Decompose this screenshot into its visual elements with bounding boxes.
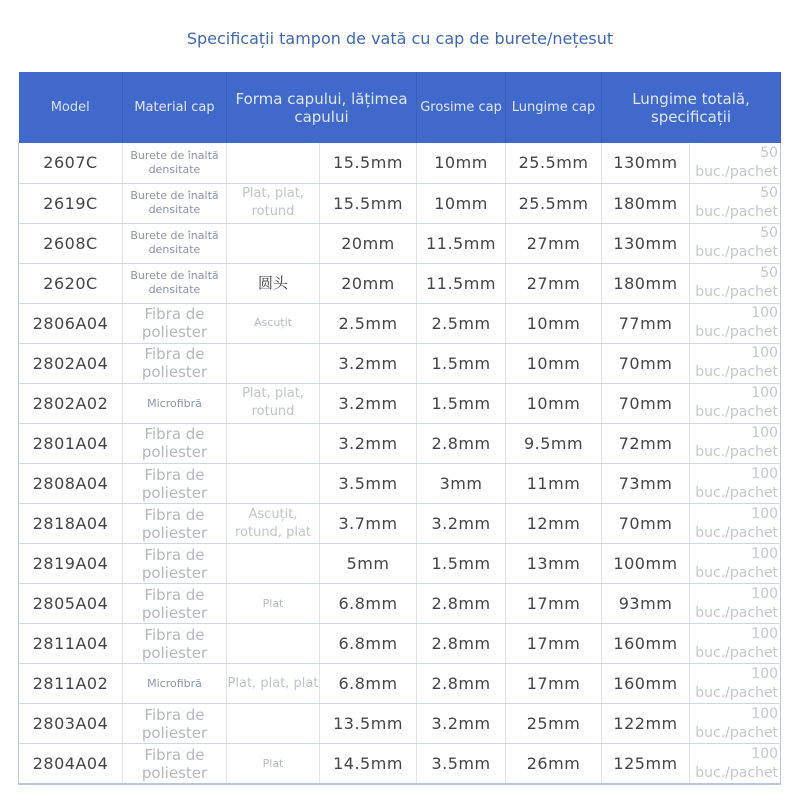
cell-spec: 50 buc./pachet: [690, 263, 781, 303]
cell-total-length: 70mm: [602, 504, 690, 544]
cell-head-length: 9.5mm: [506, 423, 602, 463]
cell-material: Fibra de poliester: [123, 504, 227, 544]
table-row: [19, 464, 781, 504]
cell-shape: [227, 704, 320, 744]
cell-width: 3.5mm: [320, 464, 417, 504]
cell-spec: 100 buc./pachet: [690, 423, 781, 463]
cell-material: Fibra de poliester: [123, 584, 227, 624]
cell-total-length: 160mm: [602, 624, 690, 664]
cell-spec: 100 buc./pachet: [690, 504, 781, 544]
cell-shape: Plat: [227, 584, 320, 624]
cell-model: 2811A02: [19, 664, 123, 704]
cell-thickness: 2.8mm: [417, 664, 506, 704]
cell-material: Burete de înaltă densitate: [123, 143, 227, 183]
cell-shape: Ascuțit: [227, 303, 320, 343]
cell-thickness: 1.5mm: [417, 544, 506, 584]
cell-thickness: 10mm: [417, 183, 506, 223]
cell-model: 2805A04: [19, 584, 123, 624]
cell-model: 2804A04: [19, 744, 123, 784]
cell-spec: 100 buc./pachet: [690, 584, 781, 624]
cell-model: 2801A04: [19, 423, 123, 463]
table-row: [19, 544, 781, 584]
cell-shape: [227, 544, 320, 584]
cell-thickness: 11.5mm: [417, 223, 506, 263]
cell-spec: 100 buc./pachet: [690, 343, 781, 383]
cell-material: Burete de înaltă densitate: [123, 223, 227, 263]
cell-head-length: 27mm: [506, 223, 602, 263]
cell-material: Fibra de poliester: [123, 704, 227, 744]
cell-thickness: 3.2mm: [417, 504, 506, 544]
cell-shape: [227, 343, 320, 383]
cell-width: 6.8mm: [320, 664, 417, 704]
cell-width: 6.8mm: [320, 584, 417, 624]
header-thickness: Grosime cap: [417, 72, 506, 143]
cell-model: 2806A04: [19, 303, 123, 343]
cell-head-length: 27mm: [506, 263, 602, 303]
cell-thickness: 3mm: [417, 464, 506, 504]
cell-thickness: 1.5mm: [417, 383, 506, 423]
cell-thickness: 3.5mm: [417, 744, 506, 784]
header-shape: Forma capului, lățimea capului: [227, 72, 417, 143]
cell-material: Fibra de poliester: [123, 544, 227, 584]
table-row: [19, 303, 781, 343]
cell-spec: 100 buc./pachet: [690, 744, 781, 784]
cell-head-length: 13mm: [506, 544, 602, 584]
cell-total-length: 93mm: [602, 584, 690, 624]
cell-width: 15.5mm: [320, 143, 417, 183]
cell-model: 2819A04: [19, 544, 123, 584]
cell-spec: 100 buc./pachet: [690, 464, 781, 504]
cell-shape: [227, 223, 320, 263]
cell-width: 2.5mm: [320, 303, 417, 343]
cell-width: 3.7mm: [320, 504, 417, 544]
cell-model: 2802A02: [19, 383, 123, 423]
table-row: [19, 183, 781, 223]
cell-spec: 100 buc./pachet: [690, 544, 781, 584]
table-row: [19, 744, 781, 784]
table-row: [19, 624, 781, 664]
cell-head-length: 17mm: [506, 624, 602, 664]
cell-thickness: 2.8mm: [417, 423, 506, 463]
cell-head-length: 17mm: [506, 584, 602, 624]
table-row: [19, 423, 781, 463]
cell-model: 2608C: [19, 223, 123, 263]
cell-spec: 50 buc./pachet: [690, 223, 781, 263]
cell-width: 14.5mm: [320, 744, 417, 784]
cell-thickness: 2.8mm: [417, 624, 506, 664]
cell-model: 2619C: [19, 183, 123, 223]
cell-material: Fibra de poliester: [123, 303, 227, 343]
cell-shape: [227, 464, 320, 504]
cell-head-length: 10mm: [506, 303, 602, 343]
cell-material: Burete de înaltă densitate: [123, 263, 227, 303]
cell-total-length: 72mm: [602, 423, 690, 463]
cell-spec: 50 buc./pachet: [690, 143, 781, 183]
header-material: Material cap: [123, 72, 227, 143]
cell-spec: 100 buc./pachet: [690, 383, 781, 423]
cell-model: 2808A04: [19, 464, 123, 504]
cell-model: 2803A04: [19, 704, 123, 744]
cell-material: Burete de înaltă densitate: [123, 183, 227, 223]
cell-total-length: 70mm: [602, 343, 690, 383]
cell-model: 2818A04: [19, 504, 123, 544]
cell-material: Microfibră: [123, 664, 227, 704]
cell-model: 2802A04: [19, 343, 123, 383]
cell-head-length: 10mm: [506, 343, 602, 383]
cell-spec: 100 buc./pachet: [690, 664, 781, 704]
cell-material: Microfibră: [123, 383, 227, 423]
cell-head-length: 25.5mm: [506, 143, 602, 183]
cell-width: 3.2mm: [320, 383, 417, 423]
cell-shape: [227, 624, 320, 664]
cell-total-length: 77mm: [602, 303, 690, 343]
cell-total-length: 130mm: [602, 223, 690, 263]
cell-thickness: 2.8mm: [417, 584, 506, 624]
cell-shape: Plat, plat, rotund: [227, 183, 320, 223]
cell-shape: Ascuțit, rotund, plat: [227, 504, 320, 544]
cell-width: 20mm: [320, 263, 417, 303]
cell-total-length: 122mm: [602, 704, 690, 744]
cell-shape: Plat, plat, plat: [227, 664, 320, 704]
cell-thickness: 3.2mm: [417, 704, 506, 744]
table-row: [19, 704, 781, 744]
cell-model: 2607C: [19, 143, 123, 183]
cell-total-length: 180mm: [602, 183, 690, 223]
cell-head-length: 25.5mm: [506, 183, 602, 223]
table-header-row: [19, 72, 781, 143]
cell-material: Fibra de poliester: [123, 744, 227, 784]
cell-total-length: 73mm: [602, 464, 690, 504]
cell-head-length: 26mm: [506, 744, 602, 784]
table-row: [19, 343, 781, 383]
cell-width: 20mm: [320, 223, 417, 263]
cell-spec: 100 buc./pachet: [690, 303, 781, 343]
cell-head-length: 12mm: [506, 504, 602, 544]
cell-shape: [227, 143, 320, 183]
cell-total-length: 180mm: [602, 263, 690, 303]
cell-thickness: 1.5mm: [417, 343, 506, 383]
cell-shape: Plat, plat, rotund: [227, 383, 320, 423]
table-row: [19, 584, 781, 624]
spec-table: [18, 72, 781, 785]
cell-shape: 圆头: [227, 263, 320, 303]
cell-model: 2620C: [19, 263, 123, 303]
table-row: [19, 383, 781, 423]
table-row: [19, 263, 781, 303]
cell-thickness: 2.5mm: [417, 303, 506, 343]
cell-material: Fibra de poliester: [123, 343, 227, 383]
table-row: [19, 223, 781, 263]
cell-total-length: 130mm: [602, 143, 690, 183]
cell-head-length: 11mm: [506, 464, 602, 504]
cell-head-length: 10mm: [506, 383, 602, 423]
cell-width: 3.2mm: [320, 423, 417, 463]
cell-model: 2811A04: [19, 624, 123, 664]
cell-total-length: 100mm: [602, 544, 690, 584]
header-total-length: Lungime totală, specificații: [602, 72, 781, 143]
cell-width: 5mm: [320, 544, 417, 584]
cell-material: Fibra de poliester: [123, 423, 227, 463]
header-model: Model: [19, 72, 123, 143]
cell-shape: Plat: [227, 744, 320, 784]
page-title: Specificații tampon de vată cu cap de burete/nețesut: [186, 29, 614, 48]
cell-width: 3.2mm: [320, 343, 417, 383]
cell-shape: [227, 423, 320, 463]
cell-material: Fibra de poliester: [123, 624, 227, 664]
table-row: [19, 664, 781, 704]
cell-width: 6.8mm: [320, 624, 417, 664]
cell-material: Fibra de poliester: [123, 464, 227, 504]
header-head-length: Lungime cap: [506, 72, 602, 143]
cell-head-length: 17mm: [506, 664, 602, 704]
table-row: [19, 504, 781, 544]
cell-thickness: 11.5mm: [417, 263, 506, 303]
cell-width: 13.5mm: [320, 704, 417, 744]
cell-spec: 100 buc./pachet: [690, 624, 781, 664]
cell-thickness: 10mm: [417, 143, 506, 183]
cell-width: 15.5mm: [320, 183, 417, 223]
cell-spec: 100 buc./pachet: [690, 704, 781, 744]
cell-head-length: 25mm: [506, 704, 602, 744]
cell-total-length: 125mm: [602, 744, 690, 784]
cell-spec: 50 buc./pachet: [690, 183, 781, 223]
cell-total-length: 70mm: [602, 383, 690, 423]
cell-total-length: 160mm: [602, 664, 690, 704]
table-row: [19, 143, 781, 183]
